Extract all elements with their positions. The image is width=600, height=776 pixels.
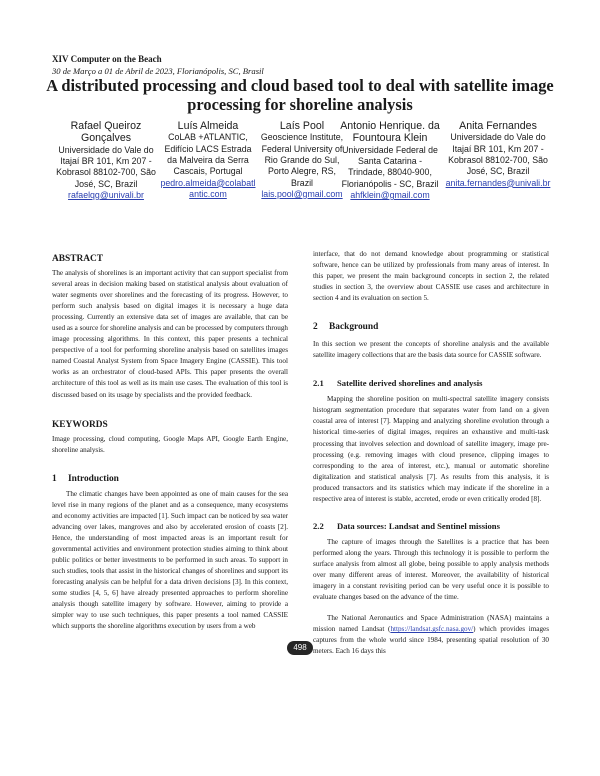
author-affiliation: Universidade do Vale do Itajaí BR 101, Km 207 - Kobrasol 88102-700, São José, SC, Brazil xyxy=(448,132,548,177)
subsection-title: Data sources: Landsat and Sentinel missions xyxy=(337,520,500,531)
section-number: 2 xyxy=(313,322,318,333)
author-name: Rafael Queiroz Gonçalves xyxy=(70,120,142,145)
keywords-heading: KEYWORDS xyxy=(52,419,108,430)
abstract-text: The analysis of shorelines is an important activity that can support specialist from several areas in decision making based on statistical analysis about evaluation of water segments over shorelines and the forecasting of its progress. However, to perform such analysis based on digital images it is necessary a huge data processing. Currently an extensive data set of images are available, that can be used as a source for shoreline analysis and can be processed by computers through image processing algorithms. In this context, this paper presents a technical perspective of a tool for performing shoreline analysis based on satellites images named Coastal Analyst System from Space Imagery Engine (CASSIE). This tool works as an orchestrator of cloud-based APIs. This paper presents the overall architecture of this tool as well as its main use cases. The evaluation of this tool is discussed based on its usage by specialists and the provided feedback. xyxy=(52,269,288,399)
author-affiliation: Universidade do Vale do Itajaí BR 101, Km 207 - Kobrasol 88102-700, São José, SC, Brazil xyxy=(56,144,156,189)
page-number-badge: 498 xyxy=(287,641,313,655)
subsection-number: 2.1 xyxy=(313,378,324,389)
section-heading-background xyxy=(313,321,549,333)
author-3 xyxy=(260,120,344,200)
subsection-title: Satellite derived shorelines and analysis xyxy=(337,378,483,389)
paragraph-fragment: ) which provides images captures from the whole world since 1984, presenting spatial resolution of 30 meters. Each 16 days this xyxy=(313,625,549,656)
author-email-link[interactable]: anita.fernandes@univali.br xyxy=(445,177,551,188)
abstract-heading: ABSTRACT xyxy=(52,254,104,264)
author-4 xyxy=(340,120,440,201)
introduction-text: The climatic changes have been appointed as one of main causes for the sea level rise in many regions of the planet and as a consequence, many ecosystems and economy activities are impacted [1]. Such impact can be noticed by sea water advancing over lakes, mangroves and also by accelerated erosion of coasts [2]. Hence, the understanding of most impacted areas is an important result for governmental activities and environment protection studies aiming to think about public politics or better investments to be performed in such areas. To support in such studies, tools that assist in the historical changes of shorelines and support its forecasting analysis can be helpful for a data driven decisions [3]. In this context, some studies [4, 5, 6] have already presented approaches to perform shoreline analysis though satellite imagery by software. However, aiming to provide a simpler way to use such techniques, this paper presents a tool named CASSIE which supports the shoreline algorithms execution by users from a web xyxy=(52,489,288,631)
author-name: Luís Almeida xyxy=(177,120,239,132)
author-1 xyxy=(56,120,156,201)
background-text: In this section we present the concepts of shoreline analysis and the available satellite imagery collections that are the basis data source for CASSIE software. xyxy=(313,340,549,360)
author-email-link[interactable]: rafaelqg@univali.br xyxy=(68,190,144,200)
subsection-2-2-text: The capture of images through the Satellites is a practice that has been performed along the years. Through this technology it is possible to perform the surface analysis from almost all globe, being possible to apply analysis methods over many different areas of interest. Moreover, the availability of historical imagery in a constant revisiting period can be very useful once it is possible to evaluate changes based on the advance of the time. xyxy=(313,537,549,602)
running-header-venue: XIV Computer on the Beach xyxy=(52,54,162,64)
author-affiliation: Universidade Federal de Santa Catarina - Trindade, 88040-900, Florianópolis - SC, Brazil xyxy=(341,144,439,189)
author-5 xyxy=(442,120,554,189)
section-title: Introduction xyxy=(68,473,119,484)
subsection-number: 2.2 xyxy=(313,520,324,531)
author-2 xyxy=(159,120,257,200)
author-name: Anita Fernandes xyxy=(459,120,537,132)
paper-title: A distributed processing and cloud based tool to deal with satellite image processing for shoreline analysis xyxy=(46,76,554,114)
running-header-dates: 30 de Março a 01 de Abril de 2023, Florianópolis, SC, Brasil xyxy=(52,66,264,76)
author-name: Antonio Henrique. da Fountoura Klein xyxy=(340,120,440,145)
author-name: Laís Pool xyxy=(279,120,325,132)
subsection-2-1-text: Mapping the shoreline position on multi-spectral satellite imagery consists histogram segmentation procedure that separates water from land on a given coastal area of interest [7]. Mapping and analyzing shoreline evolution through a historical time-series of digital images, requires an exhaustive and multi-task processing that involves selection and download of satellite imagery, image pre-processing (e.g. removing images with cloud presence, clipping images to corresponding to the area of interest, etc.), manual or automatic shoreline digitalization and statistical analysis [7]. As results from this analysis, it is produced transactors and its statistics which may indicate if the shoreline in a respective area of interest is stable, accreted, erode or even critically eroded [8]. xyxy=(313,395,549,503)
right-column xyxy=(313,250,549,657)
author-email-link[interactable]: pedro.almeida@colabatlantic.com xyxy=(160,177,256,199)
introduction-continued-text: interface, that do not demand knowledge about programming or statistical software, hence can be utilized by professionals from many areas of interest. In this paper, we present the main background concepts in section 2, the related studies in section 3, the overview about CASSIE use cases and architecture in section 4 and its evaluation on section 5. xyxy=(313,250,549,303)
subsection-heading-2-2 xyxy=(313,520,549,532)
author-email-link[interactable]: lais.pool@gmail.com xyxy=(261,188,343,199)
subsection-2-2-text-2 xyxy=(313,613,549,657)
left-column xyxy=(52,250,288,632)
author-block xyxy=(56,120,556,252)
author-email-link[interactable]: ahfklein@gmail.com xyxy=(350,190,430,200)
section-number: 1 xyxy=(52,473,57,484)
landsat-url-link[interactable]: https://landsat.gsfc.nasa.gov/ xyxy=(390,625,474,634)
subsection-heading-2-1 xyxy=(313,377,549,389)
paragraph-fragment: The National Aeronautics and Space Administration (NASA) maintains a mission named Landsat ( xyxy=(313,614,549,634)
section-heading-introduction xyxy=(52,473,288,485)
author-affiliation: Geoscience Institute, Federal University of Rio Grande do Sul, Porto Alegre, RS, Brazil xyxy=(260,132,344,188)
author-affiliation: CoLAB +ATLANTIC, Edifício LACS Estrada da Malveira da Serra Cascais, Portugal xyxy=(164,132,252,177)
section-title: Background xyxy=(329,322,379,333)
keywords-text: Image processing, cloud computing, Google Maps API, Google Earth Engine, shoreline analysis. xyxy=(52,434,288,454)
